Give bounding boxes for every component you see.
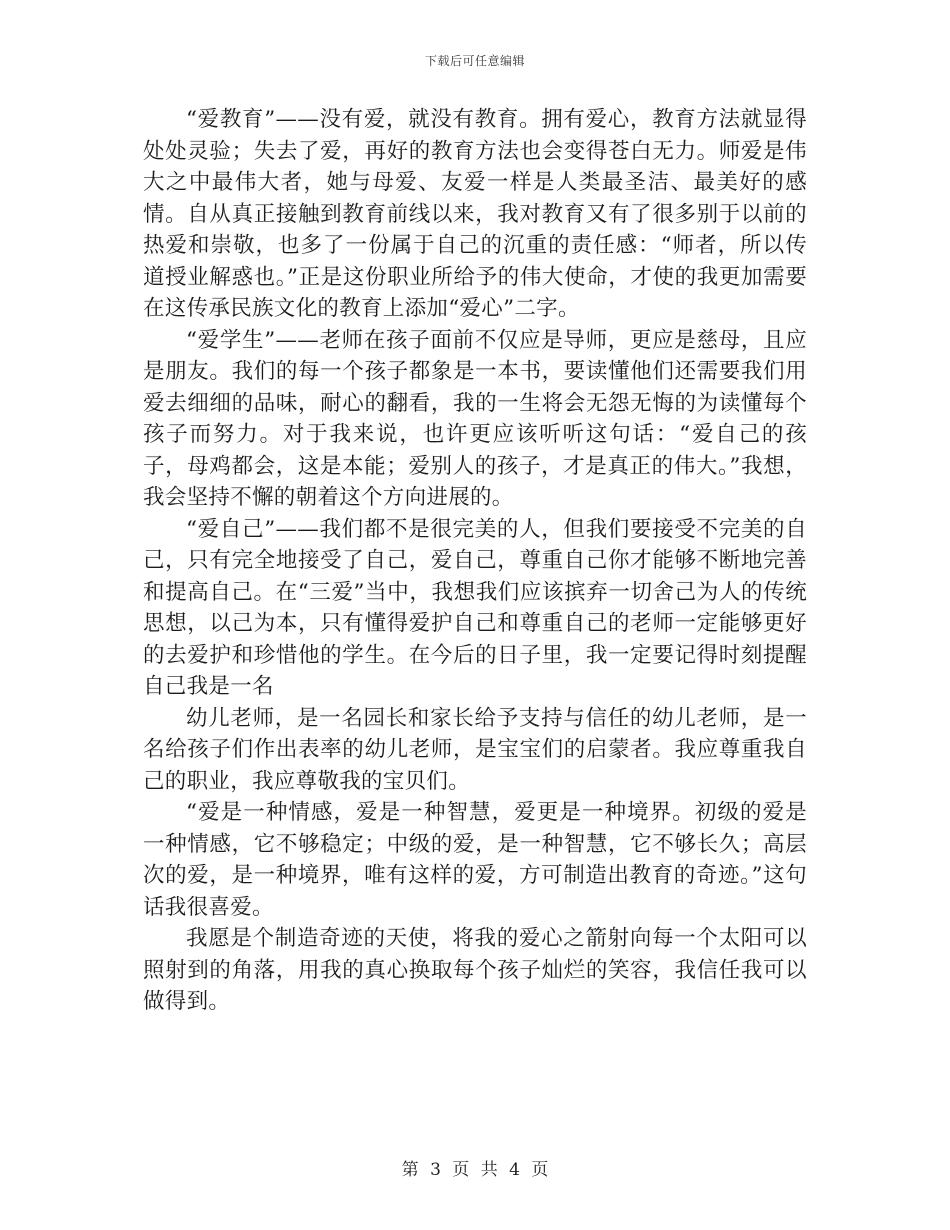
page-number-footer: 第 3 页 共 4 页 bbox=[401, 1160, 549, 1180]
document-body bbox=[143, 104, 807, 1018]
paragraph-love-quote: “爱是一种情感，爱是一种智慧，爱更是一种境界。初级的爱是一种情感，它不够稳定；中级的爱，是一种智慧，它不够长久；高层次的爱，是一种境界，唯有这样的爱，方可制造出教育的奇迹。”这句话我很喜爱。 bbox=[143, 800, 807, 920]
paragraph-closing-wish: 我愿是个制造奇迹的天使，将我的爱心之箭射向每一个太阳可以照射到的角落，用我的真心换取每个孩子灿烂的笑容，我信任我可以做得到。 bbox=[143, 926, 807, 1014]
paragraph-love-self: “爱自己”——我们都不是很完美的人，但我们要接受不完美的自己，只有完全地接受了自己，爱自己，尊重自己你才能够不断地完善和提高自己。在“三爱”当中，我想我们应该摈弃一切舍己为人的传统思想，以己为本，只有懂得爱护自己和尊重自己的老师一定能够更好的去爱护和珍惜他的学生。在今后的日子里，我一定要记得时刻提醒自己我是一名 bbox=[143, 516, 807, 699]
paragraph-love-students: “爱学生”——老师在孩子面前不仅应是导师，更应是慈母，且应是朋友。我们的每一个孩子都象是一本书，要读懂他们还需要我们用爱去细细的品味，耐心的翻看，我的一生将会无怨无悔的为读懂每个孩子而努力。对于我来说，也许更应该听听这句话：“爱自己的孩子，母鸡都会，这是本能；爱别人的孩子，才是真正的伟大。”我想，我会坚持不懈的朝着这个方向进展的。 bbox=[143, 327, 807, 510]
paragraph-love-education: “爱教育”——没有爱，就没有教育。拥有爱心，教育方法就显得处处灵验；失去了爱，再好的教育方法也会变得苍白无力。师爱是伟大之中最伟大者，她与母爱、友爱一样是人类最圣洁、最美好的感情。自从真正接触到教育前线以来，我对教育又有了很多别于以前的热爱和崇敬，也多了一份属于自己的沉重的责任感：“师者，所以传道授业解惑也。”正是这份职业所给予的伟大使命，才使的我更加需要在这传承民族文化的教育上添加“爱心”二字。 bbox=[143, 107, 807, 321]
paragraph-kindergarten-teacher: 幼儿老师，是一名园长和家长给予支持与信任的幼儿老师，是一名给孩子们作出表率的幼儿老师，是宝宝们的启蒙者。我应尊重我自己的职业，我应尊敬我的宝贝们。 bbox=[143, 705, 807, 794]
page-header-note: 下载后可任意编辑 bbox=[424, 54, 525, 68]
